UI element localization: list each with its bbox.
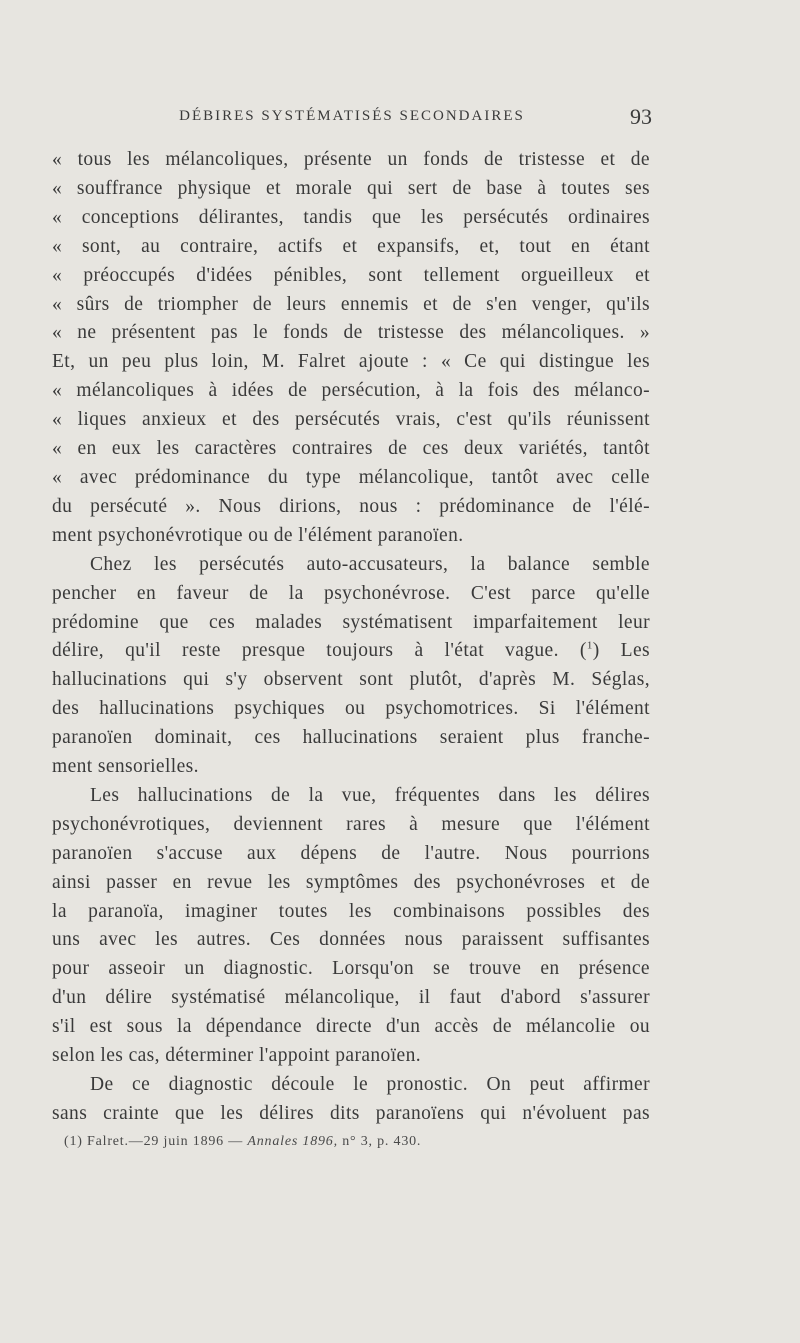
footnote-marker: (1)	[64, 1134, 83, 1149]
footnote	[64, 1134, 624, 1150]
text-line: « mélancoliques à idées de persécution, à la fois des mélanco-	[52, 380, 650, 402]
text-line: « liques anxieux et des persécutés vrais, c'est qu'ils réunissent	[52, 409, 650, 431]
text-line: Chez les persécutés auto-accusateurs, la balance semble	[90, 553, 650, 575]
text-line: pencher en faveur de la psychonévrose. C'est parce qu'elle	[52, 582, 650, 604]
text-line: selon les cas, déterminer l'appoint paranoïen.	[52, 1045, 421, 1067]
text-line: Et, un peu plus loin, M. Falret ajoute : « Ce qui distingue les	[52, 351, 650, 373]
text-line: paranoïen s'accuse aux dépens de l'autre. Nous pourrions	[52, 842, 650, 864]
text-line: « avec prédominance du type mélancolique, tantôt avec celle	[52, 466, 650, 488]
text-line: des hallucinations psychiques ou psychomotrices. Si l'élément	[52, 698, 650, 720]
text-line: paranoïen dominait, ces hallucinations seraient plus franche-	[52, 727, 650, 749]
text-line: « tous les mélancoliques, présente un fonds de tristesse et de	[52, 149, 650, 170]
text-line: s'il est sous la dépendance directe d'un accès de mélancolie ou	[52, 1016, 650, 1038]
text-line: du persécuté ». Nous dirions, nous : prédominance de l'élé-	[52, 495, 650, 517]
text-line: prédomine que ces malades systématisent imparfaitement leur	[52, 611, 650, 633]
text-line: « sûrs de triompher de leurs ennemis et de s'en venger, qu'ils	[52, 293, 650, 315]
text-line: « en eux les caractères contraires de ces deux variétés, tantôt	[52, 438, 650, 460]
text-line: « conceptions délirantes, tandis que les persécutés ordinaires	[52, 206, 650, 228]
text-line: « sont, au contraire, actifs et expansifs, et, tout en étant	[52, 235, 650, 257]
text-line: sans crainte que les délires dits paranoïens qui n'évoluent pas	[52, 1102, 650, 1124]
text-fragment: Les	[620, 640, 651, 662]
footnote-ref: 1	[586, 639, 593, 652]
footnote-journal: Annales 1896,	[247, 1134, 338, 1149]
text-line: hallucinations qui s'y observent sont plutôt, d'après M. Séglas,	[52, 669, 650, 691]
text-line: « ne présentent pas le fonds de tristesse des mélancoliques. »	[52, 322, 650, 344]
text-line: « préoccupés d'idées pénibles, sont tellement orgueilleux et	[52, 264, 650, 286]
text-line: De ce diagnostic découle le pronostic. On peut affirmer	[90, 1074, 650, 1095]
text-line: psychonévrotiques, deviennent rares à mesure que l'élément	[52, 813, 650, 835]
text-line: Les hallucinations de la vue, fréquentes dans les délires	[90, 784, 650, 806]
footnote-ref-detail: n° 3, p. 430.	[342, 1134, 422, 1149]
text-line: pour asseoir un diagnostic. Lorsqu'on se trouve en présence	[52, 958, 650, 980]
text-line: ment sensorielles.	[52, 756, 199, 778]
footnote-text: Falret.—29 juin 1896 —	[87, 1134, 244, 1149]
text-line: uns avec les autres. Ces données nous paraissent suffisantes	[52, 929, 650, 951]
text-line: la paranoïa, imaginer toutes les combinaisons possibles des	[52, 900, 650, 922]
page-number: 93	[630, 104, 652, 129]
text-line: « souffrance physique et morale qui sert de base à toutes ses	[52, 177, 650, 199]
body-text	[52, 146, 650, 1129]
text-line: d'un délire systématisé mélancolique, il faut d'abord s'assurer	[52, 987, 650, 1009]
text-line-with-note: délire, qu'il reste presque toujours à l'état vague. ($^1$) Les	[52, 639, 651, 662]
page-header	[52, 104, 652, 134]
text-fragment: délire, qu'il reste presque toujours à l'état vague.	[52, 640, 559, 662]
text-line: ainsi passer en revue les symptômes des psychonévroses et de	[52, 871, 650, 893]
text-line: ment psychonévrotique ou de l'élément paranoïen.	[52, 524, 464, 546]
running-title: DÉBIRES SYSTÉMATISÉS SECONDAIRES	[179, 108, 525, 124]
